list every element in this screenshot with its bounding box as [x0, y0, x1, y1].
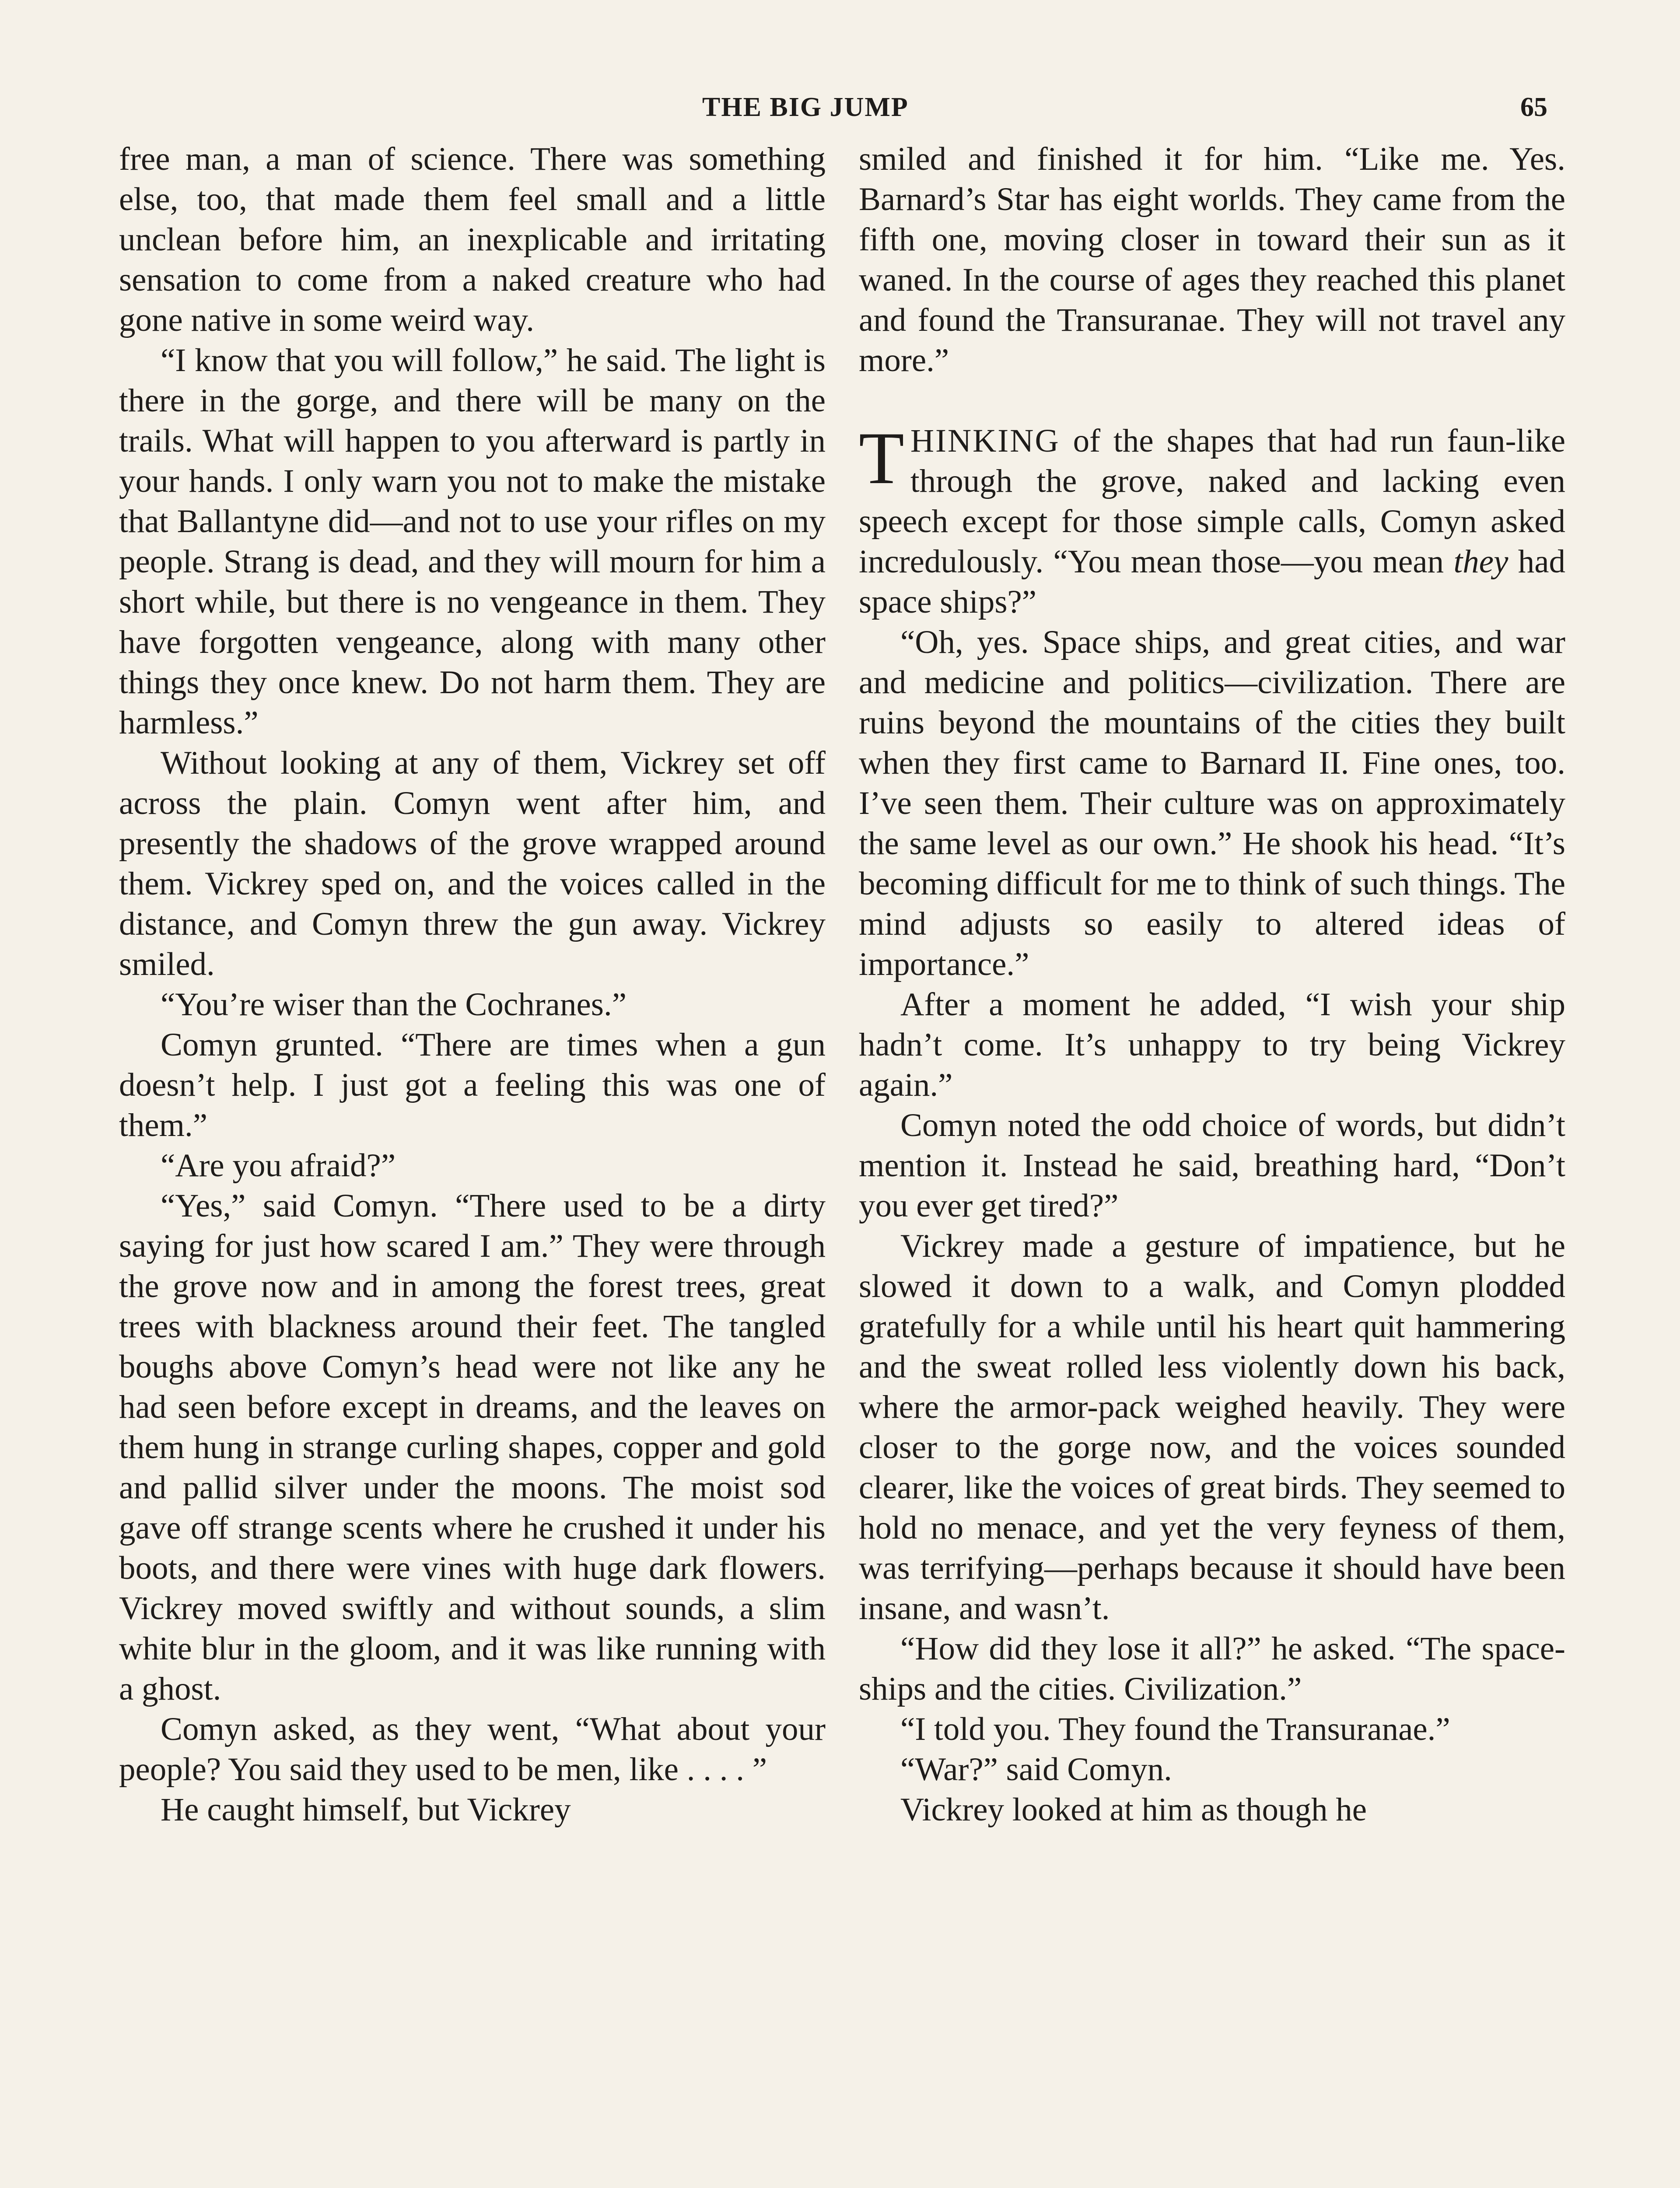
paragraph: “Yes,” said Comyn. “There used to be a dirty saying for just how scared I am.” They were through the grove now and in among the forest trees, great trees with blackness around their feet. The tangled boughs above Comyn’s head were not like any he had seen before except in dreams, and the leaves on them hung in strange curling shapes, copper and gold and pallid silver under the moons. The moist sod gave off strange scents where he crushed it under his boots, and there were vines with huge dark flowers. Vickrey moved swiftly and without sounds, a slim white blur in the gloom, and it was like running with a ghost. [119, 1188, 826, 1707]
paragraph: “I know that you will follow,” he said. The light is there in the gorge, and there will be many on the trails. What will happen to you afterward is partly in your hands. I only warn you not to make the mistake that Ballantyne did—and not to use your rifles on my people. Strang is dead, and they will mourn for him a short while, but there is no vengeance in them. They have forgotten vengeance, along with many other things they once knew. Do not harm them. They are harmless.” [119, 342, 826, 741]
paragraph: “Are you afraid?” [161, 1147, 396, 1184]
paragraph: Vickrey looked at him as though he [900, 1792, 1367, 1828]
paragraph: “Oh, yes. Space ships, and great cities, and war and medicine and politics—civilization. There are ruins beyond the mountains of the cities they built when they first came to Barnard II. Fine ones, too. I’ve seen them. Their culture was on approximately the same level as our own.” He shook his head. “It’s becoming difficult for me to think of such things. The mind adjusts so easily to altered ideas of importance.” [859, 624, 1565, 982]
paragraph: Comyn asked, as they went, “What about your people? You said they used to be men, like . . . . ” [119, 1711, 826, 1788]
small-caps-lead: HINKING [910, 423, 1060, 459]
paragraph: After a moment he added, “I wish your ship hadn’t come. It’s unhappy to try being Vickrey again.” [859, 986, 1565, 1103]
paragraph-text: of the shapes that had run faun-like through the grove, naked and lacking even speech except for those simple calls, Comyn asked incredulously. “You mean those—you mean [859, 423, 1565, 580]
left-text-column [119, 139, 826, 1830]
paragraph: “I told you. They found the Transuranae.” [900, 1711, 1450, 1747]
paragraph: “How did they lose it all?” he asked. “The space-ships and the cities. Civilization.” [859, 1630, 1565, 1707]
paragraph: Vickrey made a gesture of impatience, but he slowed it down to a walk, and Comyn plodded gratefully for a while until his heart quit hammering and the sweat rolled less violently down his back, where the armor-pack weighed heavily. They were closer to the gorge now, and the voices sounded clearer, like the voices of great birds. They seemed to hold no menace, and yet the very feyness of them, was terrifying—perhaps because it should have been insane, and wasn’t. [859, 1228, 1565, 1627]
right-text-column [859, 139, 1565, 1830]
paragraph: Comyn grunted. “There are times when a gun doesn’t help. I just got a feeling this was one of them.” [119, 1027, 826, 1143]
paragraph-text: had space ships?” [859, 543, 1565, 620]
running-title: THE BIG JUMP [702, 92, 909, 122]
paragraph: “War?” said Comyn. [900, 1751, 1172, 1788]
paragraph: free man, a man of science. There was something else, too, that made them feel small and a little unclean before him, an inexplicable and irritating sensation to come from a naked creature who had gone native in some weird way. [119, 141, 826, 338]
section-opening-paragraph [859, 417, 1565, 622]
italic-word: they [1453, 543, 1508, 580]
paragraph: Comyn noted the odd choice of words, but didn’t mention it. Instead he said, breathing hard, “Don’t you ever get tired?” [859, 1107, 1565, 1224]
paragraph: “You’re wiser than the Cochranes.” [161, 986, 626, 1023]
paragraph: smiled and finished it for him. “Like me. Yes. Barnard’s Star has eight worlds. They came from the fifth one, moving closer in toward their sun as it waned. In the course of ages they reached this planet and found the Transuranae. They will not travel any more.” [859, 141, 1565, 379]
drop-cap: T [859, 417, 904, 499]
page-number: 65 [1520, 92, 1547, 122]
paragraph: He caught himself, but Vickrey [161, 1792, 571, 1828]
paragraph: Without looking at any of them, Vickrey set off across the plain. Comyn went after him, and presently the shadows of the grove wrapped around them. Vickrey sped on, and the voices called in the distance, and Comyn threw the gun away. Vickrey smiled. [119, 745, 826, 982]
